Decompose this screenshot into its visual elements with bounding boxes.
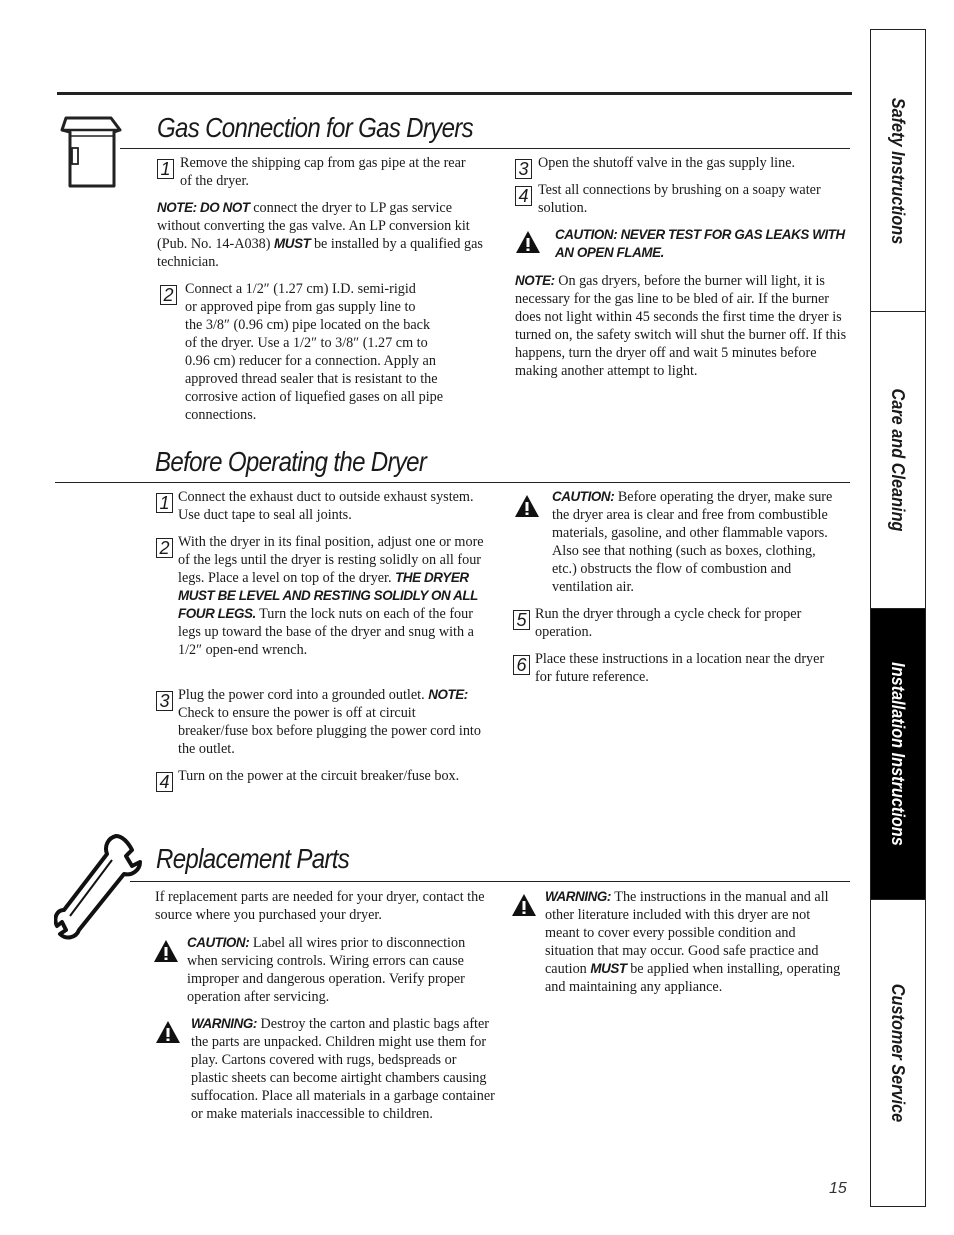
parts-title-rule — [130, 881, 850, 882]
before-caution-text: CAUTION: Before operating the dryer, make sure the dryer area is clear and free from combustible materials, gasoline, and other flammable vapors. Also see that nothing (such as boxes, clothing, etc.) obstructs the flow of combustion and ventilation air. — [552, 489, 833, 595]
step-number-1: 1 — [157, 159, 174, 179]
tab-safety-instructions[interactable]: Safety Instructions — [870, 29, 926, 312]
before-step-5-text: Run the dryer through a cycle check for proper operation. — [535, 606, 802, 640]
step-number-2: 2 — [160, 285, 177, 305]
warning-triangle-icon — [511, 892, 537, 918]
parts-warning-2-text: WARNING: The instructions in the manual and all other literature included with this dryer are not meant to cover every possible condition and situation that may occur. Good safe practice and caution MUST be applied when installing, operating and maintaining any appliance. — [545, 889, 841, 995]
tab-customer-service[interactable]: Customer Service — [870, 899, 926, 1207]
tab-installation-instructions[interactable]: Installation Instructions — [870, 608, 926, 900]
step-number-3: 3 — [515, 159, 532, 179]
parts-warning-1-text: WARNING: Destroy the carton and plastic bags after the parts are unpacked. Children might use them for play. Cartons covered with rugs, bedspreads or plastic sheets can become airtight chambers causing suffocation. Place all materials in a garbage container or make materials inaccessible to children. — [191, 1016, 495, 1122]
gas-note-bleed: NOTE: On gas dryers, before the burner will light, it is necessary for the gas line to be bled of air. If the burner does not light within 45 seconds the first time the dryer is turned on, the safety switch will shut the burner off. If this happens, turn the dryer off and wait 5 minutes before making another attempt to light. — [515, 273, 847, 379]
gas-section-title: Gas Connection for Gas Dryers — [157, 112, 473, 143]
step-number-3: 3 — [156, 691, 173, 711]
step-number-1: 1 — [156, 493, 173, 513]
before-step-3-text: Plug the power cord into a grounded outlet. NOTE: Check to ensure the power is off at circuit breaker/fuse box before plugging the power cord into the outlet. — [178, 687, 481, 757]
gas-caution-text: CAUTION: NEVER TEST FOR GAS LEAKS WITH AN OPEN FLAME. — [555, 227, 845, 260]
warning-triangle-icon — [155, 1019, 181, 1045]
step-number-5: 5 — [513, 610, 530, 630]
wrench-icon — [54, 830, 146, 946]
before-step-6-text: Place these instructions in a location near the dryer for future reference. — [535, 651, 825, 685]
before-step-4-text: Turn on the power at the circuit breaker/fuse box. — [178, 768, 460, 784]
gas-step-4-text: Test all connections by brushing on a soapy water solution. — [538, 182, 821, 216]
gas-step-1-text: Remove the shipping cap from gas pipe at the rear of the dryer. — [180, 155, 466, 189]
top-rule — [57, 92, 852, 95]
gas-title-rule — [120, 148, 850, 149]
gas-note-lp: NOTE: DO NOT connect the dryer to LP gas service without converting the gas valve. An LP conversion kit (Pub. No. 14-A038) MUST be installed by a qualified gas technician. — [157, 200, 483, 270]
warning-triangle-icon — [153, 938, 179, 964]
gas-step-3-text: Open the shutoff valve in the gas supply line. — [538, 155, 796, 171]
tab-care-and-cleaning[interactable]: Care and Cleaning — [870, 311, 926, 609]
step-number-6: 6 — [513, 655, 530, 675]
step-number-2: 2 — [156, 538, 173, 558]
before-title-rule — [55, 482, 850, 483]
before-step-2-text: With the dryer in its final position, adjust one or more of the legs until the dryer is resting solidly on all four legs. Place a level on top of the dryer. THE DRYER MUST BE LEVEL AND RESTING SOLIDLY ON ALL FOUR LEGS. Turn the lock nuts on each of the four legs up toward the base of the dryer and snug with a 1/2″ open-end wrench. — [178, 534, 484, 658]
before-section-title: Before Operating the Dryer — [155, 446, 427, 477]
dryer-icon — [56, 114, 126, 196]
step-number-4: 4 — [156, 772, 173, 792]
parts-caution-text: CAUTION: Label all wires prior to disconnection when servicing controls. Wiring errors can cause improper and dangerous operation. Verify proper operation after servicing. — [187, 935, 466, 1005]
warning-triangle-icon — [514, 493, 540, 519]
gas-step-2-text: Connect a 1/2″ (1.27 cm) I.D. semi-rigid or approved pipe from gas supply line to the 3/8″ (0.96 cm) pipe located on the back of the dryer. Use a 1/2″ to 3/8″ (1.27 cm to 0.96 cm) reducer for a connection. Apply an approved thread sealer that is resistant to the corrosive action of liquefied gases on all pipe connections. — [185, 281, 444, 423]
warning-triangle-icon — [515, 229, 541, 255]
parts-intro-text: If replacement parts are needed for your dryer, contact the source where you purchased your dryer. — [155, 889, 485, 923]
step-number-4: 4 — [515, 186, 532, 206]
page-number: 15 — [829, 1180, 847, 1197]
before-step-1-text: Connect the exhaust duct to outside exhaust system. Use duct tape to seal all joints. — [178, 489, 474, 523]
parts-section-title: Replacement Parts — [156, 843, 350, 874]
